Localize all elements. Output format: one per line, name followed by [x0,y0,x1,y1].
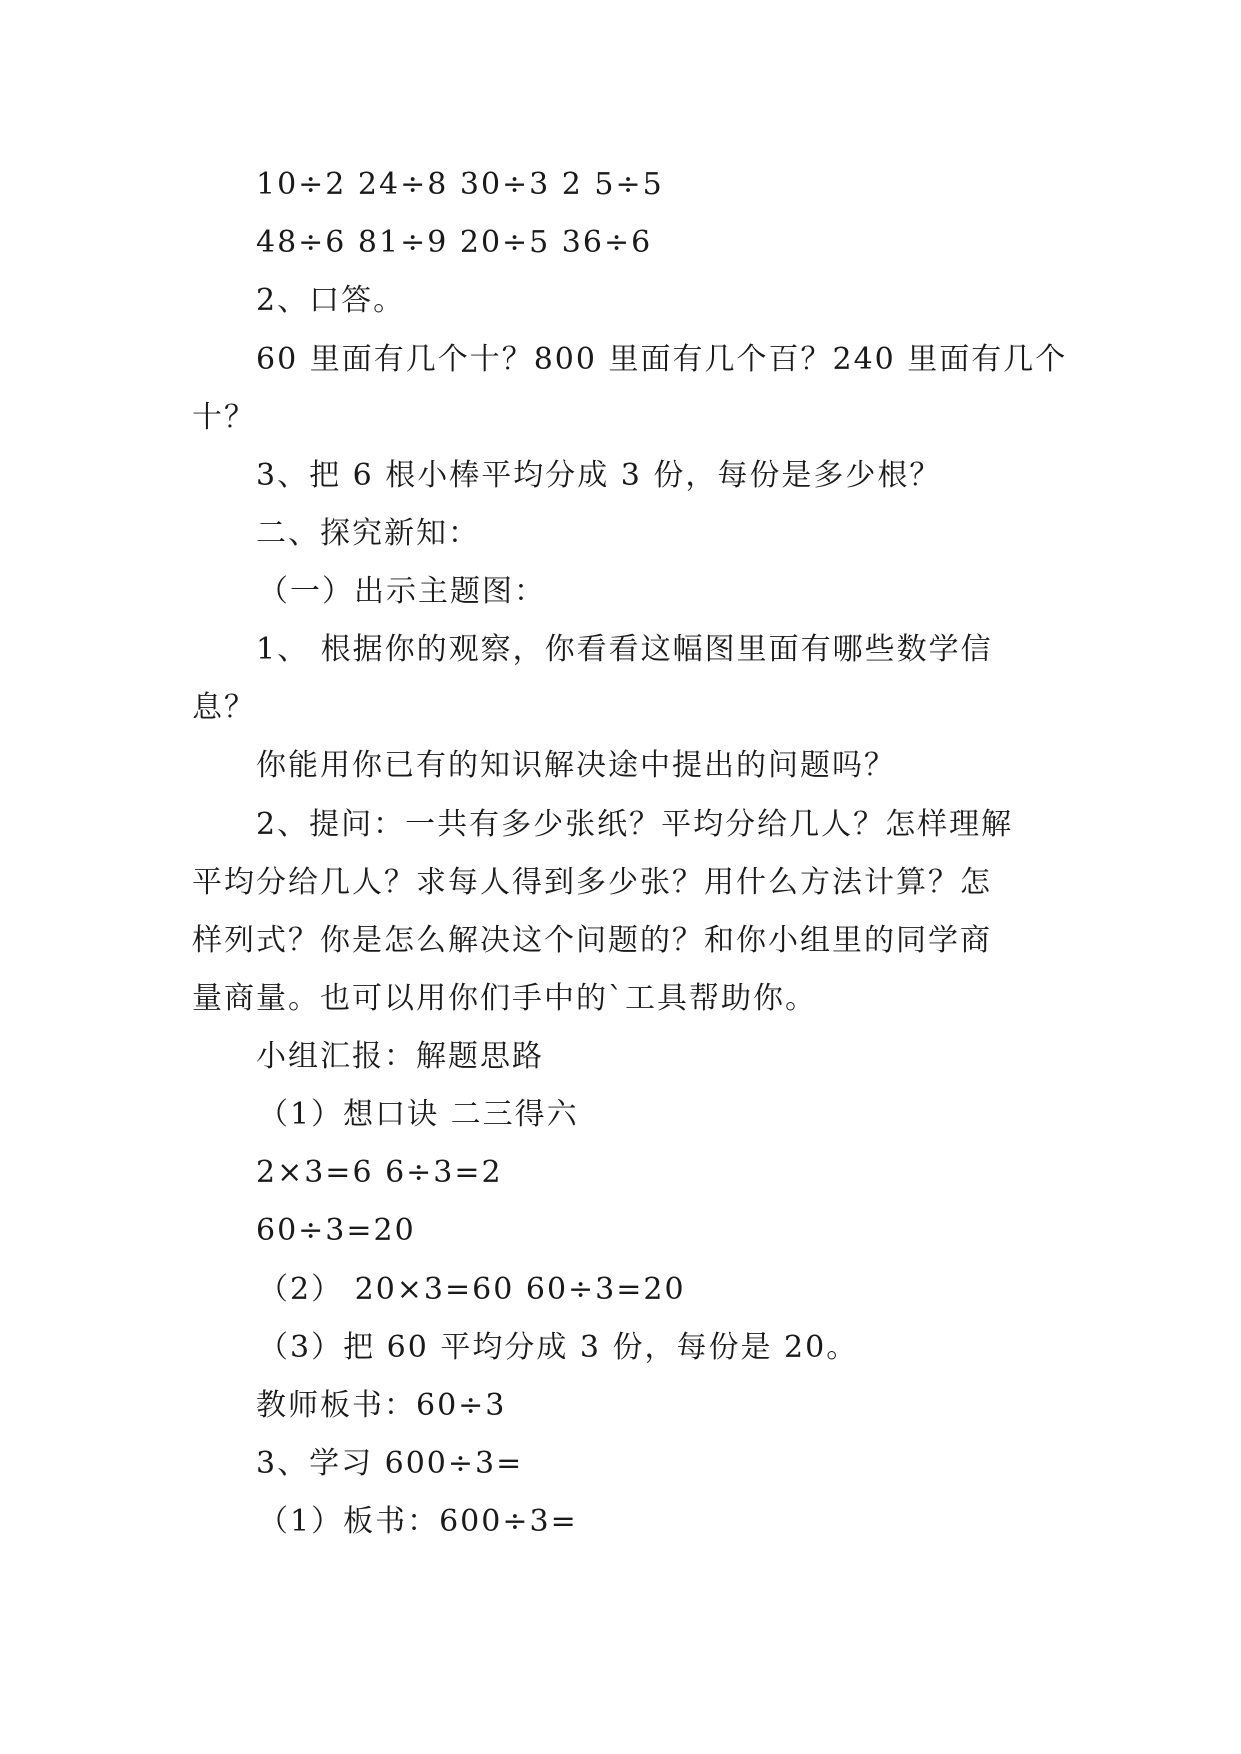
equation-line: 2×3=6 6÷3=2 [256,1155,503,1190]
text-line: （1）想口诀 二三得六 [258,1097,579,1132]
text-line: 样列式？你是怎么解决这个问题的？和你小组里的同学商 [192,923,992,958]
text-line: 10÷2 24÷8 30÷3 2 5÷5 [256,167,664,202]
subsection-heading: （一）出示主题图： [258,574,546,609]
text-line: 教师板书：60÷3 [256,1388,507,1423]
text-line: （3）把 60 平均分成 3 份，每份是 20。 [258,1330,859,1365]
text-line: 2、提问：一共有多少张纸？平均分给几人？怎样理解 [256,807,1014,842]
text-line: （1）板书：600÷3= [258,1504,578,1539]
text-line: 小组汇报：解题思路 [256,1039,544,1074]
equation-line: 60÷3=20 [256,1213,416,1248]
text-line: 2、口答。 [256,283,406,318]
text-line: 60 里面有几个十？800 里面有几个百？240 里面有几个 [256,342,1068,377]
text-line: 息？ [192,690,256,725]
text-line: 1、 根据你的观察，你看看这幅图里面有哪些数学信 [256,632,993,667]
section-heading: 二、探究新知： [256,516,480,551]
text-line: 48÷6 81÷9 20÷5 36÷6 [256,225,653,260]
text-line: 量商量。也可以用你们手中的`工具帮助你。 [192,981,817,1016]
text-line: 平均分给几人？求每人得到多少张？用什么方法计算？怎 [192,865,992,900]
text-line: 3、学习 600÷3= [256,1446,524,1481]
text-line: 你能用你已有的知识解决途中提出的问题吗？ [256,748,896,783]
text-line: 十？ [192,400,256,435]
equation-line: （2） 20×3=60 60÷3=20 [258,1272,686,1307]
text-line: 3、把 6 根小棒平均分成 3 份，每份是多少根？ [256,458,942,493]
